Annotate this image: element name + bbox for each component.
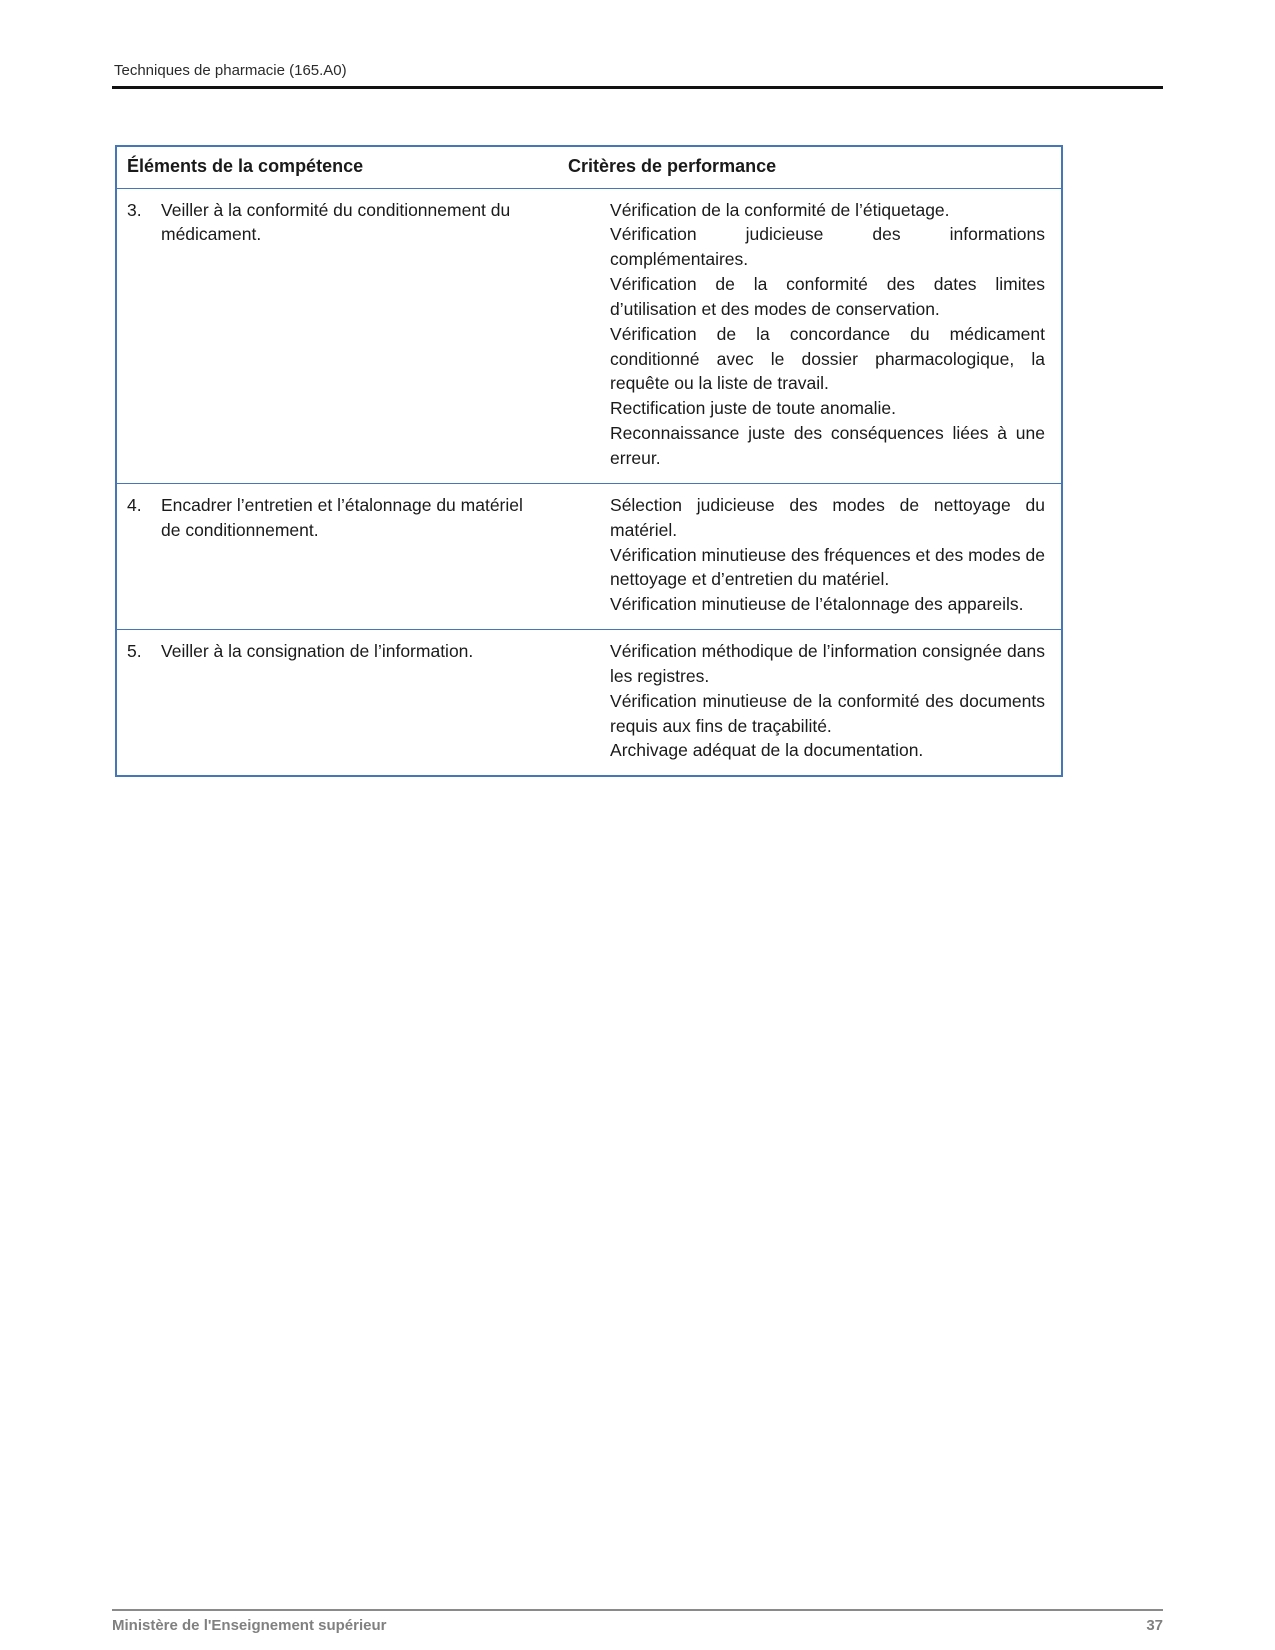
criteria-item [555,272,1045,322]
table-row [117,189,1061,484]
criterion-text: Archivage adéquat de la documentation. [610,740,924,761]
element-text: Encadrer l’entretien et l’étalonnage du matériel de conditionnement. [161,494,523,540]
footer-page-number: 37 [1146,1617,1163,1634]
criteria-item [555,198,1045,223]
criteria-item [555,396,1045,421]
element-text: Veiller à la consignation de l’information. [161,641,474,662]
col-header-criteria: Critères de performance [568,156,777,176]
criteria-cell [555,630,1061,775]
element-number: 5. [127,641,142,662]
col-header-elements: Éléments de la compétence [127,156,364,176]
document-footer [112,1609,1163,1634]
criteria-item [555,222,1045,272]
element-text: Veiller à la conformité du conditionnement du médicament. [161,199,511,245]
criteria-list [555,639,1045,763]
element-number: 4. [127,494,142,515]
criterion-text: Rectification juste de toute anomalie. [610,398,897,419]
criterion-text: Vérification minutieuse de l’étalonnage des appareils. [610,594,1024,615]
criterion-text: Vérification de la conformité des dates limites d’utilisation et des modes de conservation. [610,274,1045,319]
criterion-text: Reconnaissance juste des conséquences liées à une erreur. [610,423,1045,468]
footer-ministry-label: Ministère de l'Enseignement supérieur [112,1617,387,1634]
criterion-text: Vérification de la conformité de l’étiquetage. [610,199,950,220]
criteria-list [555,493,1045,617]
element-number: 3. [127,199,142,220]
table-row [117,630,1061,775]
competence-table [115,145,1063,777]
criterion-text: Vérification méthodique de l’information consignée dans les registres. [610,641,1045,686]
criterion-text: Vérification de la concordance du médicament conditionné avec le dossier pharmacologique, la requête ou la liste de travail. [610,323,1045,394]
element-cell [117,630,555,775]
criteria-item [555,592,1045,617]
criteria-cell [555,189,1061,483]
document-header [112,62,1163,89]
criteria-item [555,738,1045,763]
criterion-text: Vérification minutieuse des fréquences et des modes de nettoyage et d’entretien du matériel. [610,544,1045,590]
header-title: Techniques de pharmacie (165.A0) [114,62,347,79]
criteria-item [555,493,1045,543]
criteria-item [555,689,1045,739]
table-row [117,484,1061,630]
criteria-list [555,198,1045,471]
criteria-cell [555,484,1061,629]
element-cell [117,484,555,629]
criterion-text: Sélection judicieuse des modes de nettoyage du matériel. [610,494,1045,540]
criteria-item [555,639,1045,689]
criteria-item [555,543,1045,593]
criterion-text: Vérification minutieuse de la conformité des documents requis aux fins de traçabilité. [610,690,1045,736]
element-cell [117,189,555,483]
table-header-row [117,147,1061,189]
criterion-text: Vérification judicieuse des informations complémentaires. [610,224,1045,270]
criteria-item [555,322,1045,397]
header-rule [112,86,1163,89]
criteria-item [555,421,1045,471]
